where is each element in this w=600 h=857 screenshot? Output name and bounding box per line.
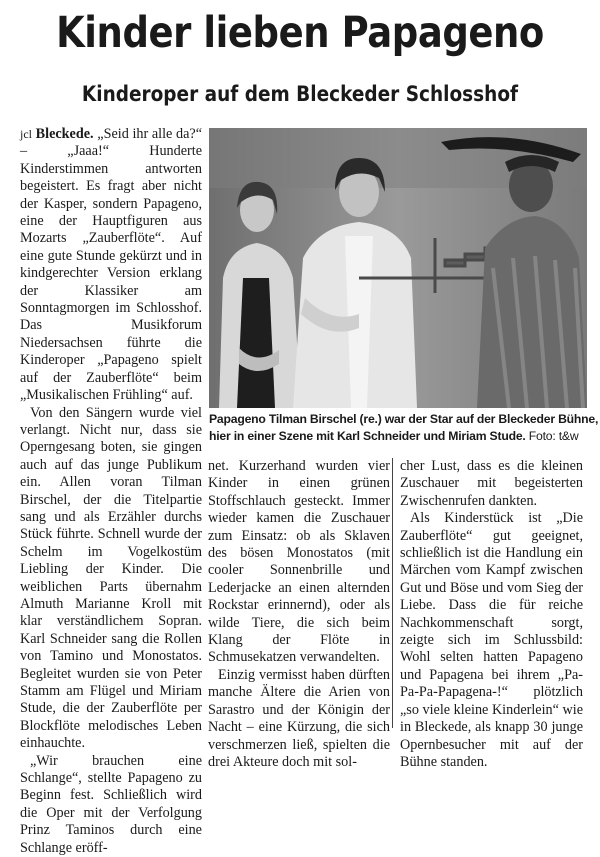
- dateline: Bleckede.: [35, 126, 94, 142]
- subheadline: Kinderoper auf dem Bleckeder Schlosshof: [81, 82, 519, 106]
- article-column-3: [400, 458, 583, 771]
- paragraph: „Wir brauchen eine Schlange“, stellte Papageno zu Beginn fest. Schließlich wird die Oper mit der Verfolgung Prinz Taminos durch eine Schlange eröff-: [20, 752, 202, 856]
- article-photo: [209, 128, 587, 408]
- byline: jcl: [20, 127, 32, 141]
- paragraph: net. Kurzerhand wurden vier Kinder in einen grünen Stoffschlauch gesteckt. Immer wieder kamen die Zuschauer zum Einsatz: ob als Sklaven des bösen Monostatos (mit cooler Sonnenbrille und Lederjacke an einen alternden Rockstar erinnernd), oder als wilde Tiere, die sich beim Klang der Flöte in Schmusekatzen verwandelten.: [208, 458, 390, 666]
- paragraph: [20, 126, 202, 405]
- caption-line-2: [209, 428, 589, 445]
- column-divider: [392, 458, 393, 728]
- headline: Kinder lieben Papageno: [56, 8, 544, 58]
- stage-scene-illustration: [209, 128, 587, 408]
- paragraph: Von den Sängern wurde viel verlangt. Nicht nur, dass sie Operngesang boten, sie gingen auch auf das junge Publikum ein. Allen voran Tilman Birschel, der die Titelpartie sang und als Erzähler durchs Stück führte. Schnell wurde der Schelm im Vogelkostüm Liebling der Kinder. Die weiblichen Parts übernahm Almuth Marianne Kroll mit klar verständlichem Sopran. Karl Schneider sang die Rollen von Tamino und Monostatos. Begleitet wurden sie von Peter Stamm am Flügel und Miriam Stude, die der Zauberflöte per Blockflöte melodisches Leben einhauchte.: [20, 404, 202, 752]
- photo-caption: [209, 411, 599, 445]
- caption-line-1: Papageno Tilman Birschel (re.) war der Star auf der Bleckeder Bühne,: [209, 412, 599, 426]
- paragraph-text: „Seid ihr alle da?“ – „Jaaa!“ Hunderte Kinderstimmen antworten begeistert. Es fragt aber nicht der Kasper, sondern Papageno, eine der Hauptfiguren aus Mozarts „Zauberflöte“. Auf eine gute Stunde gekürzt und in kindgerechter Version erklang der Klassiker am Sonntagmorgen im Schlosshof. Das Musikforum Niedersachsen führte die Kinderoper „Papageno spielt auf der Zauberflöte“ beim „Musikalischen Frühling“ auf.: [20, 126, 203, 404]
- caption-text: hier in einer Szene mit Karl Schneider und Miriam Stude.: [209, 429, 526, 443]
- photo-credit: Foto: t&w: [528, 429, 579, 443]
- article-column-2: [208, 458, 390, 771]
- paragraph: Als Kinderstück ist „Die Zauberflöte“ gut geeignet, schließlich ist die Handlung ein Märchen vom Kampf zwischen Gut und Böse und vom Sieg der Liebe. Dass die für reiche Nachkommenschaft sorgt, zeigte sich im Schlussbild: Wohl selten hatten Papageno und Papagena bei ihrem „Pa-Pa-Pa-Papagena-!“ plötzlich „so viele kleine Kinderlein“ wie in Bleckede, als knapp 30 junge Opernbesucher mit auf der Bühne standen.: [400, 510, 583, 770]
- article-column-1: [20, 126, 202, 857]
- paragraph: cher Lust, dass es die kleinen Zuschauer mit begeisterten Zwischenrufen dankten.: [400, 458, 583, 509]
- paragraph: Einzig vermisst haben dürften manche Ältere die Arien von Sarastro und der Königin der Nacht – eine Kürzung, die sich verschmerzen ließ, spielten die drei Akteure doch mit sol-: [208, 666, 390, 770]
